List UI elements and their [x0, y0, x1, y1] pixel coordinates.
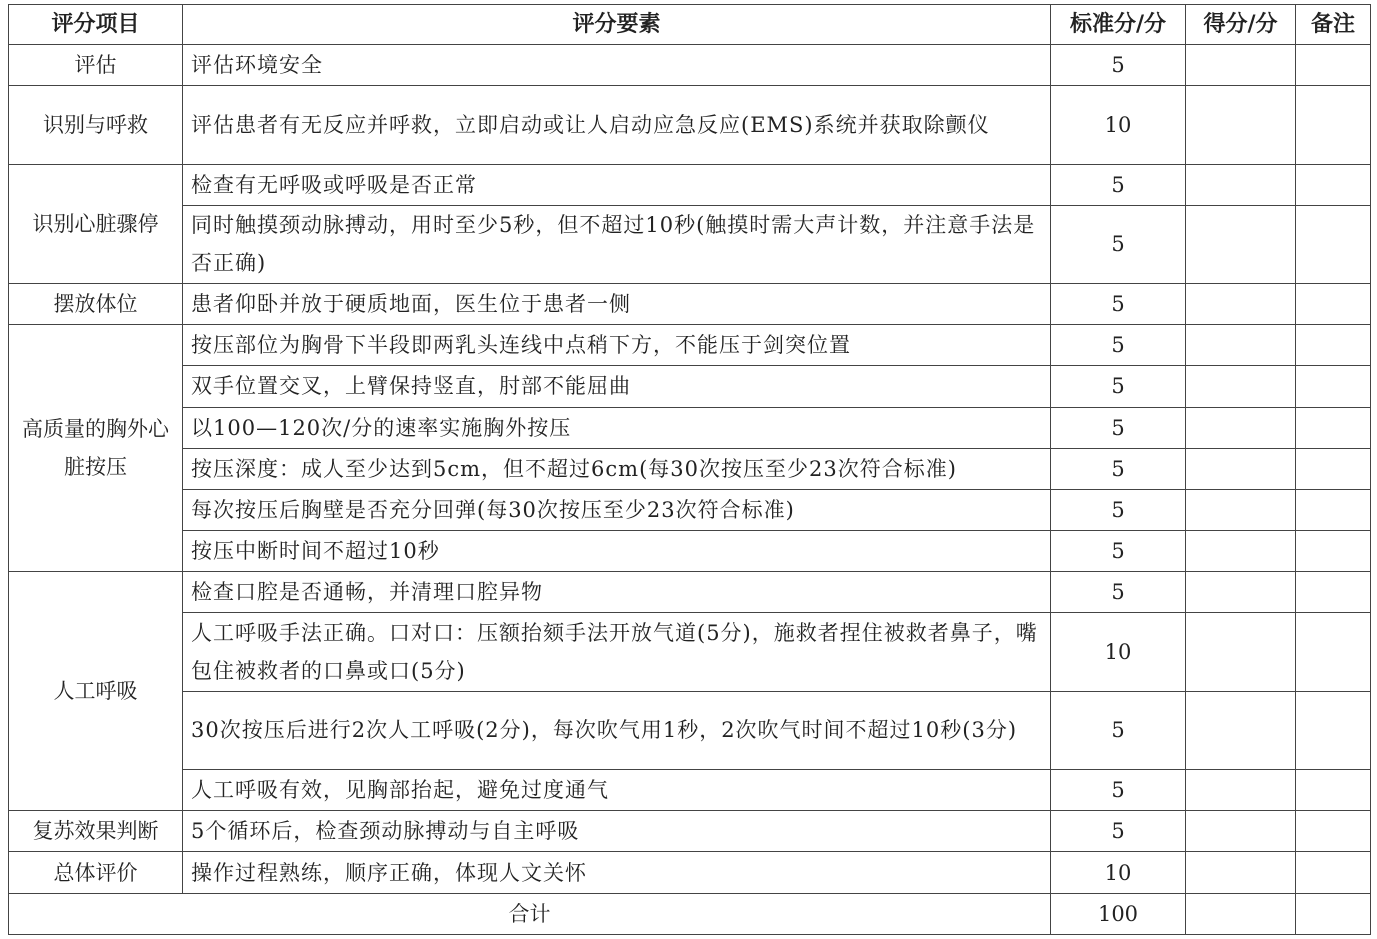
points-cell: 5: [1051, 811, 1186, 852]
category-label: 高质量的胸外心脏按压: [22, 417, 169, 480]
header-note: 备注: [1296, 5, 1371, 45]
score-cell: [1186, 489, 1296, 530]
category-cell: [9, 325, 183, 572]
element-cell: 评估患者有无反应并呼救，立即启动或让人启动应急反应(EMS)系统并获取除颤仪: [183, 86, 1051, 164]
points-cell: 5: [1051, 448, 1186, 489]
note-cell: [1296, 770, 1371, 811]
score-cell: [1186, 448, 1296, 489]
note-cell: [1296, 325, 1371, 366]
table-row: [9, 86, 1371, 164]
points-cell: 5: [1051, 489, 1186, 530]
points-cell: 10: [1051, 613, 1186, 691]
note-cell: [1296, 613, 1371, 691]
table-row: [9, 811, 1371, 852]
note-cell: [1296, 366, 1371, 407]
points-cell: 5: [1051, 691, 1186, 769]
header-score: 得分/分: [1186, 5, 1296, 45]
element-cell: 按压深度：成人至少达到5cm，但不超过6cm(每30次按压至少23次符合标准): [183, 448, 1051, 489]
score-cell: [1186, 572, 1296, 613]
points-cell: 10: [1051, 86, 1186, 164]
table-row: [9, 572, 1371, 613]
points-cell: 5: [1051, 205, 1186, 283]
points-cell: 5: [1051, 366, 1186, 407]
points-cell: 5: [1051, 164, 1186, 205]
table-row: [9, 45, 1371, 86]
score-cell: [1186, 811, 1296, 852]
element-cell: 双手位置交叉，上臂保持竖直，肘部不能屈曲: [183, 366, 1051, 407]
note-cell: [1296, 407, 1371, 448]
category-cell: 总体评价: [9, 852, 183, 893]
note-cell: [1296, 572, 1371, 613]
element-cell: 同时触摸颈动脉搏动，用时至少5秒，但不超过10秒(触摸时需大声计数，并注意手法是否正确): [183, 205, 1051, 283]
element-cell: 检查口腔是否通畅，并清理口腔异物: [183, 572, 1051, 613]
category-cell: 识别与呼救: [9, 86, 183, 164]
note-cell: [1296, 531, 1371, 572]
table-row: [9, 366, 1371, 407]
score-cell: [1186, 86, 1296, 164]
score-cell: [1186, 164, 1296, 205]
score-cell: [1186, 691, 1296, 769]
element-cell: 人工呼吸手法正确。口对口：压额抬颏手法开放气道(5分)，施救者捏住被救者鼻子，嘴包住被救者的口鼻或口(5分): [183, 613, 1051, 691]
note-cell: [1296, 205, 1371, 283]
table-row: [9, 407, 1371, 448]
points-cell: 5: [1051, 572, 1186, 613]
table-row: [9, 531, 1371, 572]
element-cell: 每次按压后胸壁是否充分回弹(每30次按压至少23次符合标准): [183, 489, 1051, 530]
element-cell: 人工呼吸有效，见胸部抬起，避免过度通气: [183, 770, 1051, 811]
points-cell: 5: [1051, 325, 1186, 366]
score-cell: [1186, 893, 1296, 934]
total-row: [9, 893, 1371, 934]
category-cell: 复苏效果判断: [9, 811, 183, 852]
note-cell: [1296, 852, 1371, 893]
category-cell: 人工呼吸: [9, 572, 183, 811]
table-row: [9, 770, 1371, 811]
element-cell: 30次按压后进行2次人工呼吸(2分)，每次吹气用1秒，2次吹气时间不超过10秒(3分): [183, 691, 1051, 769]
note-cell: [1296, 811, 1371, 852]
header-item: 评分项目: [9, 5, 183, 45]
scoring-table: [8, 4, 1371, 935]
table-row: [9, 613, 1371, 691]
category-cell: 摆放体位: [9, 284, 183, 325]
note-cell: [1296, 691, 1371, 769]
points-cell: 5: [1051, 407, 1186, 448]
points-cell: 5: [1051, 284, 1186, 325]
element-cell: 按压部位为胸骨下半段即两乳头连线中点稍下方，不能压于剑突位置: [183, 325, 1051, 366]
header-row: [9, 5, 1371, 45]
score-cell: [1186, 325, 1296, 366]
element-cell: 评估环境安全: [183, 45, 1051, 86]
element-cell: 以100—120次/分的速率实施胸外按压: [183, 407, 1051, 448]
total-points: 100: [1051, 893, 1186, 934]
points-cell: 5: [1051, 531, 1186, 572]
score-cell: [1186, 613, 1296, 691]
category-cell: 评估: [9, 45, 183, 86]
header-standard: 标准分/分: [1051, 5, 1186, 45]
score-cell: [1186, 284, 1296, 325]
table-row: [9, 164, 1371, 205]
note-cell: [1296, 893, 1371, 934]
table-row: [9, 691, 1371, 769]
element-cell: 5个循环后，检查颈动脉搏动与自主呼吸: [183, 811, 1051, 852]
table-row: [9, 325, 1371, 366]
element-cell: 检查有无呼吸或呼吸是否正常: [183, 164, 1051, 205]
note-cell: [1296, 448, 1371, 489]
note-cell: [1296, 86, 1371, 164]
total-label: 合计: [9, 893, 1051, 934]
table-row: [9, 205, 1371, 283]
category-cell: 识别心脏骤停: [9, 164, 183, 284]
table-row: [9, 448, 1371, 489]
table-row: [9, 852, 1371, 893]
points-cell: 5: [1051, 770, 1186, 811]
table-row: [9, 284, 1371, 325]
score-cell: [1186, 531, 1296, 572]
score-cell: [1186, 366, 1296, 407]
note-cell: [1296, 284, 1371, 325]
note-cell: [1296, 164, 1371, 205]
score-cell: [1186, 205, 1296, 283]
score-cell: [1186, 770, 1296, 811]
table-row: [9, 489, 1371, 530]
element-cell: 按压中断时间不超过10秒: [183, 531, 1051, 572]
note-cell: [1296, 489, 1371, 530]
score-cell: [1186, 45, 1296, 86]
header-element: 评分要素: [183, 5, 1051, 45]
score-cell: [1186, 852, 1296, 893]
element-cell: 操作过程熟练，顺序正确，体现人文关怀: [183, 852, 1051, 893]
element-cell: 患者仰卧并放于硬质地面，医生位于患者一侧: [183, 284, 1051, 325]
points-cell: 5: [1051, 45, 1186, 86]
score-cell: [1186, 407, 1296, 448]
note-cell: [1296, 45, 1371, 86]
points-cell: 10: [1051, 852, 1186, 893]
